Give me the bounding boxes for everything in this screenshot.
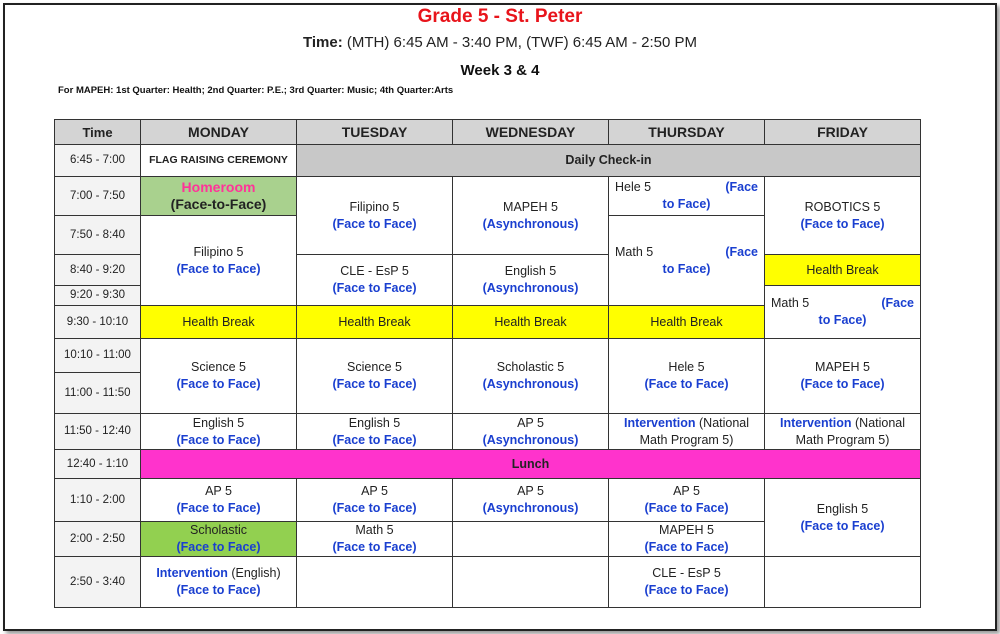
mode-label: (Face to Face)	[332, 432, 417, 447]
program-label: (English)	[231, 566, 281, 580]
col-header-tuesday: TUESDAY	[297, 120, 453, 145]
subject-label: Science 5	[347, 360, 402, 374]
subject-label: AP 5	[517, 415, 544, 430]
fri-intervention-cell	[765, 414, 921, 450]
subject-label: English 5	[504, 264, 557, 278]
wed-english-cell	[453, 255, 609, 306]
col-header-thursday: THURSDAY	[609, 120, 765, 145]
time-label: Time:	[303, 34, 343, 51]
flag-raising-cell: FLAG RAISING CEREMONY	[141, 145, 297, 177]
subject-label: Math 5	[355, 523, 394, 537]
header-row	[55, 120, 921, 145]
thu-intervention-cell	[609, 414, 765, 450]
time-cell: 2:50 - 3:40	[55, 557, 141, 608]
program-label: (National	[699, 415, 750, 430]
mode-label: (Face	[881, 296, 914, 310]
subject-label: Math 5	[771, 296, 810, 310]
tue-cle-cell	[297, 255, 453, 306]
col-header-time: Time	[55, 120, 141, 145]
table-row	[55, 414, 921, 450]
homeroom-cell	[141, 177, 297, 216]
mode-label: (Asynchronous)	[482, 432, 579, 447]
time-cell: 12:40 - 1:10	[55, 450, 141, 479]
tue-health-break-cell: Health Break	[297, 306, 453, 339]
fri-english-cell	[765, 479, 921, 557]
mode-label: (Face to Face)	[644, 540, 729, 554]
mode-label: (Face	[725, 180, 758, 194]
time-cell: 6:45 - 7:00	[55, 145, 141, 177]
mon-intervention-cell	[141, 557, 297, 608]
subject-label: AP 5	[673, 484, 700, 498]
mode-label: to Face)	[662, 197, 711, 211]
table-row	[55, 177, 921, 216]
thu-mapeh-cell	[609, 522, 765, 557]
mode-label: (Asynchronous)	[482, 216, 579, 231]
program-label: Math Program 5)	[795, 432, 890, 447]
subject-label: Scholastic	[190, 523, 247, 537]
subject-label: English 5	[348, 415, 401, 430]
week-label: Week 3 & 4	[460, 62, 540, 79]
subject-label: Filipino 5	[193, 244, 244, 259]
mode-label: (Asynchronous)	[482, 501, 579, 515]
time-cell: 1:10 - 2:00	[55, 479, 141, 522]
subject-label: AP 5	[205, 484, 232, 498]
tue-science-cell	[297, 339, 453, 414]
homeroom-mode: (Face-to-Face)	[170, 195, 267, 212]
wed-ap-cell-2	[453, 479, 609, 522]
time-cell: 7:00 - 7:50	[55, 177, 141, 216]
subject-label: English 5	[816, 501, 869, 516]
mode-label: (Face to Face)	[176, 377, 261, 391]
subject-label: English 5	[192, 415, 245, 430]
intervention-label: Intervention	[779, 415, 852, 430]
mon-scholastic-cell	[141, 522, 297, 557]
fri-math-cell	[765, 286, 921, 339]
time-cell: 10:10 - 11:00	[55, 339, 141, 373]
mode-label: (Face	[725, 244, 758, 259]
tue-filipino-cell	[297, 177, 453, 255]
intervention-label: Intervention	[623, 415, 696, 430]
subject-label: ROBOTICS 5	[804, 199, 881, 214]
subject-label: CLE - EsP 5	[652, 566, 721, 580]
table-row	[55, 339, 921, 373]
mode-label: (Asynchronous)	[482, 377, 579, 391]
intervention-label: Intervention	[156, 566, 228, 580]
table-row	[55, 145, 921, 177]
wed-ap-cell	[453, 414, 609, 450]
mode-label: (Face to Face)	[644, 501, 729, 515]
page-title: Grade 5 - St. Peter	[417, 6, 583, 27]
thu-math-cell	[609, 216, 765, 306]
wed-health-break-cell: Health Break	[453, 306, 609, 339]
subject-label: AP 5	[361, 484, 388, 498]
tue-math-cell	[297, 522, 453, 557]
mode-label: (Face to Face)	[644, 377, 729, 391]
time-line	[0, 34, 1000, 51]
col-header-wednesday: WEDNESDAY	[453, 120, 609, 145]
program-label: Math Program 5)	[639, 432, 734, 447]
time-value: (MTH) 6:45 AM - 3:40 PM, (TWF) 6:45 AM - 2:50 PM	[346, 34, 697, 51]
subject-label: MAPEH 5	[815, 360, 870, 374]
subject-label: Hele 5	[668, 360, 705, 374]
mode-label: (Face to Face)	[800, 377, 885, 391]
wed-empty-cell	[453, 557, 609, 608]
mode-label: (Face to Face)	[332, 540, 417, 554]
mode-label: (Face to Face)	[800, 216, 885, 231]
mode-label: (Face to Face)	[176, 540, 261, 554]
table-row	[55, 479, 921, 522]
fri-robotics-cell	[765, 177, 921, 255]
mon-ap-cell	[141, 479, 297, 522]
subject-label: AP 5	[517, 484, 544, 498]
subject-label: Science 5	[191, 360, 246, 374]
mode-label: (Face to Face)	[332, 216, 417, 231]
fri-mapeh-cell	[765, 339, 921, 414]
mode-label: (Face to Face)	[176, 501, 261, 515]
subject-label: CLE - EsP 5	[340, 264, 409, 278]
mon-health-break-cell: Health Break	[141, 306, 297, 339]
col-header-friday: FRIDAY	[765, 120, 921, 145]
mode-label: (Face to Face)	[644, 583, 729, 597]
tue-english-cell	[297, 414, 453, 450]
mode-label: (Asynchronous)	[482, 281, 579, 295]
mapeh-note: For MAPEH: 1st Quarter: Health; 2nd Quarter: P.E.; 3rd Quarter: Music; 4th Quarter:Arts	[58, 85, 454, 96]
daily-checkin-cell: Daily Check-in	[297, 145, 921, 177]
tue-ap-cell	[297, 479, 453, 522]
subject-label: Hele 5	[615, 180, 652, 194]
subject-label: Scholastic 5	[496, 360, 565, 374]
table-row	[55, 450, 921, 479]
thu-ap-cell	[609, 479, 765, 522]
time-cell: 8:40 - 9:20	[55, 255, 141, 286]
mode-label: (Face to Face)	[332, 501, 417, 515]
col-header-monday: MONDAY	[141, 120, 297, 145]
mon-science-cell	[141, 339, 297, 414]
fri-empty-cell	[765, 557, 921, 608]
thu-hele-cell	[609, 177, 765, 216]
mode-label: (Face to Face)	[332, 281, 417, 295]
mode-label: (Face to Face)	[176, 432, 261, 447]
wed-mapeh-cell	[453, 177, 609, 255]
mode-label: to Face)	[818, 313, 867, 327]
tue-empty-cell	[297, 557, 453, 608]
time-cell: 9:20 - 9:30	[55, 286, 141, 306]
mode-label: (Face to Face)	[800, 518, 885, 533]
program-label: (National	[855, 415, 906, 430]
mode-label: (Face to Face)	[176, 583, 261, 597]
mode-label: (Face to Face)	[176, 261, 261, 276]
subject-label: MAPEH 5	[503, 199, 558, 214]
time-cell: 7:50 - 8:40	[55, 216, 141, 255]
subject-label: Filipino 5	[349, 199, 400, 214]
thu-hele-cell-2	[609, 339, 765, 414]
homeroom-label: Homeroom	[181, 178, 256, 195]
wed-scholastic-cell	[453, 339, 609, 414]
time-cell: 2:00 - 2:50	[55, 522, 141, 557]
time-cell: 11:50 - 12:40	[55, 414, 141, 450]
thu-health-break-cell: Health Break	[609, 306, 765, 339]
table-row	[55, 557, 921, 608]
mon-english-cell	[141, 414, 297, 450]
thu-cle-cell	[609, 557, 765, 608]
mode-label: (Face to Face)	[332, 377, 417, 391]
mode-label: to Face)	[662, 261, 711, 276]
lunch-cell: Lunch	[141, 450, 921, 479]
wed-empty-cell	[453, 522, 609, 557]
mon-filipino-cell	[141, 216, 297, 306]
schedule-table	[54, 119, 921, 608]
time-cell: 9:30 - 10:10	[55, 306, 141, 339]
time-cell: 11:00 - 11:50	[55, 373, 141, 414]
subject-label: MAPEH 5	[659, 523, 714, 537]
subject-label: Math 5	[615, 244, 654, 259]
fri-health-break-cell: Health Break	[765, 255, 921, 286]
